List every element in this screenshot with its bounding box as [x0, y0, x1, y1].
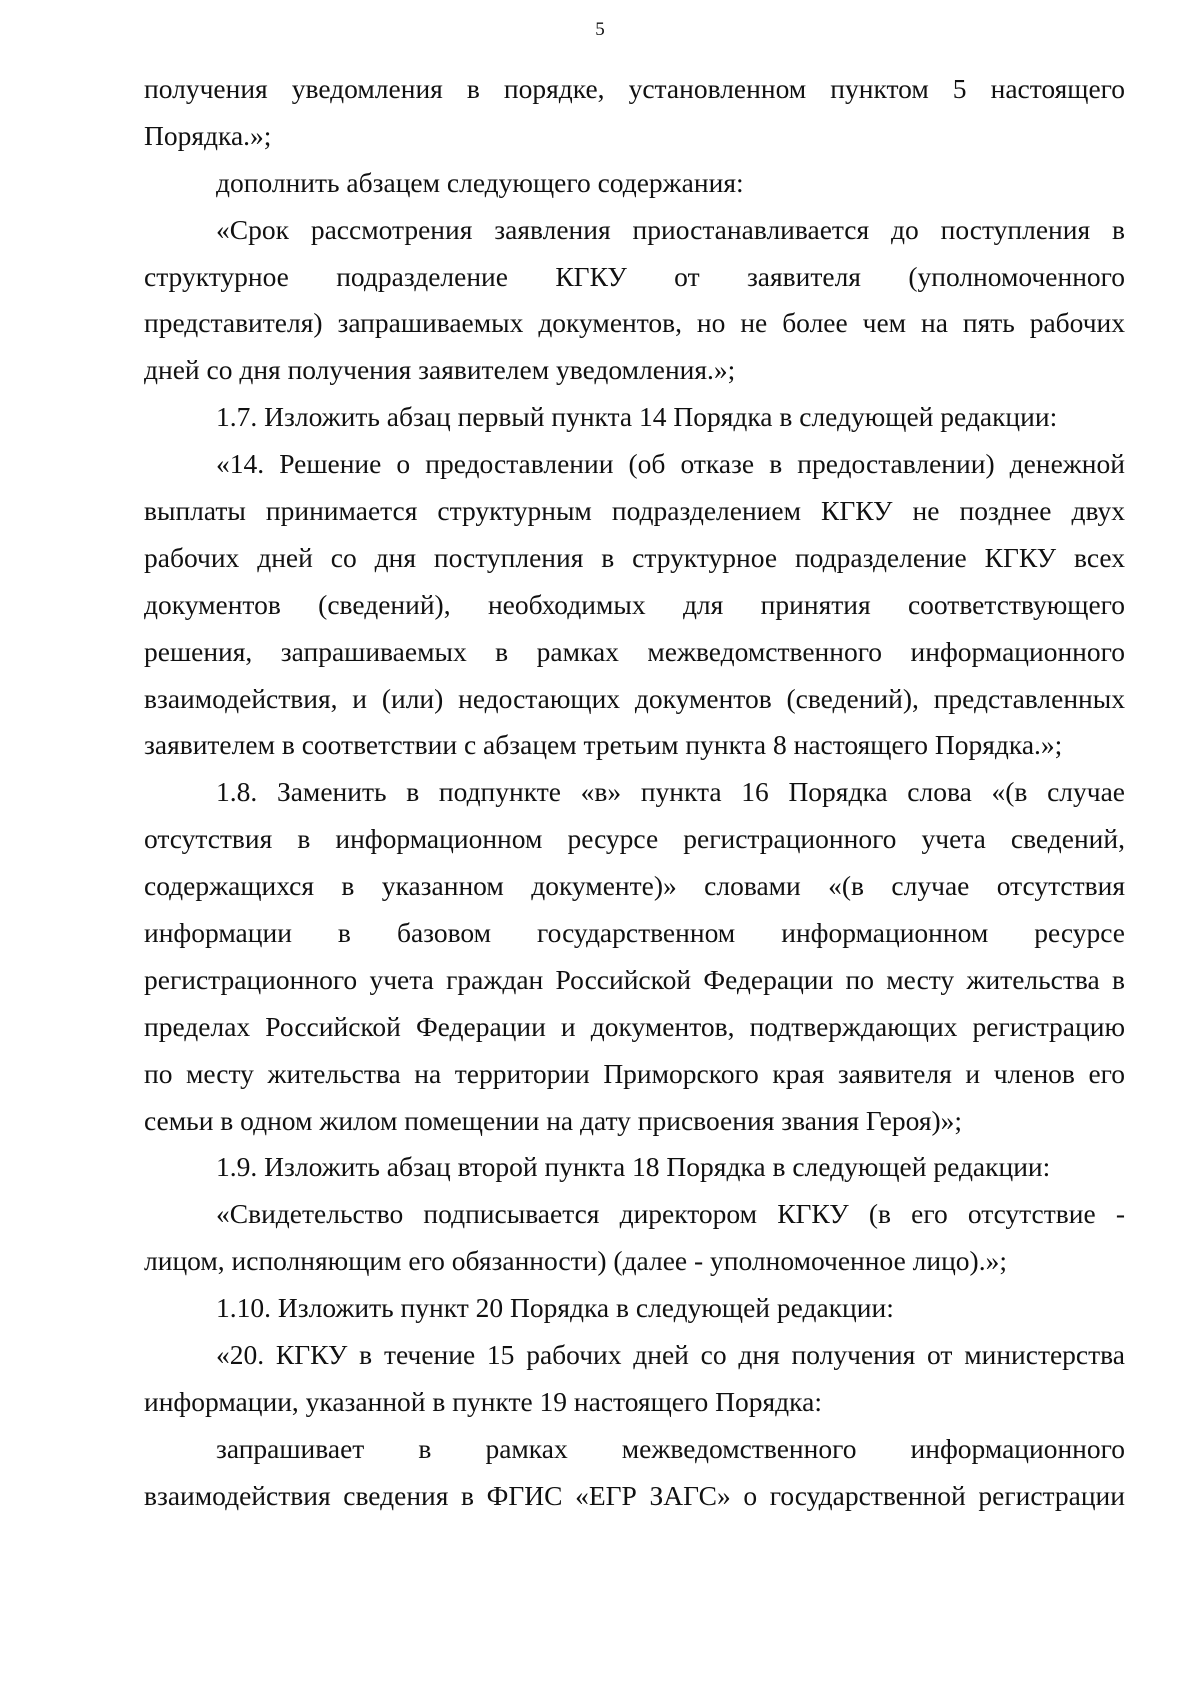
text-line: выплаты принимается структурным подразделением КГКУ не позднее двух [144, 495, 1125, 527]
text-line: взаимодействия, и (или) недостающих документов (сведений), представленных [144, 682, 1125, 714]
text-line: дней со дня получения заявителем уведомления.»; [144, 354, 736, 386]
text-line: по месту жительства на территории Приморского края заявителя и членов его [144, 1057, 1125, 1089]
text-line: получения уведомления в порядке, установленном пунктом 5 настоящего [144, 73, 1125, 104]
text-line: информации в базовом государственном информационном ресурсе [144, 917, 1125, 949]
text-line: пределах Российской Федерации и документов, подтверждающих регистрацию [144, 1010, 1125, 1042]
text-line: представителя) запрашиваемых документов, но не более чем на пять рабочих [144, 307, 1125, 339]
text-line: заявителем в соответствии с абзацем третьим пункта 8 настоящего Порядка.»; [144, 729, 1063, 761]
text-line: 1.10. Изложить пункт 20 Порядка в следующей редакции: [216, 1292, 894, 1324]
text-line: отсутствия в информационном ресурсе регистрационного учета сведений, [144, 823, 1125, 855]
text-line: структурное подразделение КГКУ от заявителя (уполномоченного [144, 260, 1125, 292]
text-line: семьи в одном жилом помещении на дату присвоения звания Героя)»; [144, 1104, 963, 1136]
text-line: информации, указанной в пункте 19 настоящего Порядка: [144, 1385, 822, 1417]
text-line: дополнить абзацем следующего содержания: [216, 166, 744, 198]
text-line: лицом, исполняющим его обязанности) (далее - уполномоченное лицо).»; [144, 1245, 1007, 1277]
text-line: «14. Решение о предоставлении (об отказе в предоставлении) денежной [216, 448, 1125, 480]
text-line: запрашивает в рамках межведомственного информационного [216, 1432, 1125, 1464]
text-line: содержащихся в указанном документе)» словами «(в случае отсутствия [144, 870, 1125, 902]
text-line: Порядка.»; [144, 119, 272, 151]
page-number: 5 [595, 19, 605, 40]
text-line: документов (сведений), необходимых для принятия соответствующего [144, 588, 1125, 620]
text-line: «Срок рассмотрения заявления приостанавливается до поступления в [216, 213, 1125, 245]
text-line: решения, запрашиваемых в рамках межведомственного информационного [144, 635, 1125, 667]
text-line: 1.8. Заменить в подпункте «в» пункта 16 Порядка слова «(в случае [216, 776, 1125, 808]
text-line: «Свидетельство подписывается директором КГКУ (в его отсутствие - [216, 1198, 1125, 1230]
text-line: 1.7. Изложить абзац первый пункта 14 Порядка в следующей редакции: [216, 401, 1058, 433]
document-body [144, 66, 1125, 1520]
text-line: регистрационного учета граждан Российской Федерации по месту жительства в [144, 963, 1125, 995]
text-line: рабочих дней со дня поступления в структурное подразделение КГКУ всех [144, 541, 1125, 573]
text-line: 1.9. Изложить абзац второй пункта 18 Порядка в следующей редакции: [216, 1151, 1051, 1183]
text-line: взаимодействия сведения в ФГИС «ЕГР ЗАГС» о государственной регистрации [144, 1479, 1125, 1511]
text-line: «20. КГКУ в течение 15 рабочих дней со дня получения от министерства [216, 1339, 1125, 1371]
